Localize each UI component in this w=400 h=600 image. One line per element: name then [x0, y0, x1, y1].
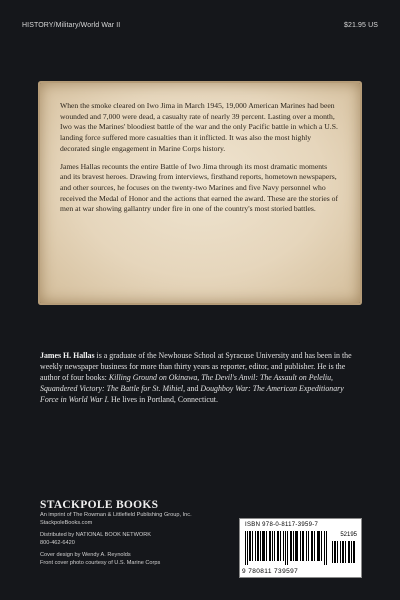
- bio-text-1: is a graduate of the Newhouse School at Syracuse University and has been in the weekly newspaper business for more than thirty years as reporter, editor, and publisher. He is the author of four books:: [40, 351, 352, 382]
- publisher-name: STACKPOLE BOOKS: [40, 499, 159, 511]
- isbn-text: ISBN 978-0-8117-3959-7: [245, 522, 319, 528]
- bio-text-2: and: [185, 384, 201, 393]
- distributor: Distributed by NATIONAL BOOK NETWORK: [40, 532, 151, 539]
- blurb-paragraph-1: When the smoke cleared on Iwo Jima in March 1945, 19,000 American Marines had been wounded and 7,000 were dead, a casualty rate of nearly 39 percent. Lasting over a month, Iwo was the Marines' bloodiest battle of the war and the only Pacific battle in which a U.S. landing force suffered more casualties than it inflicted. It was also the most highly decorated single engagement in Marine Corps history.: [60, 101, 338, 153]
- bio-text-3: He lives in Portland, Connecticut.: [109, 395, 218, 404]
- author-bio: [40, 350, 362, 405]
- top-bar: [22, 22, 378, 29]
- publisher-imprint: An imprint of The Rowman & Littlefield Publishing Group, Inc.: [40, 512, 192, 518]
- bio-book-last: Doughboy War: The American Expeditionary Force in World War I.: [40, 384, 344, 404]
- cover-photo-credit: Front cover photo courtesy of U.S. Marine Corps: [40, 559, 161, 566]
- bio-book-titles: Killing Ground on Okinawa, The Devil's Anvil: The Assault on Peleliu, Squandered Victory: The Battle for St. Mihiel,: [40, 373, 334, 393]
- price-code: 52195: [340, 532, 357, 538]
- publisher-block: [40, 498, 240, 568]
- publisher-website: StackpoleBooks.com: [40, 519, 93, 526]
- addon-barcode-icon: [332, 541, 356, 563]
- ean-number: 9 780811 739597: [242, 568, 299, 575]
- barcode-panel: [239, 518, 362, 578]
- barcode-icon: [245, 531, 329, 565]
- blurb-paragraph-2: James Hallas recounts the entire Battle of Iwo Jima through its most dramatic moments and its bravest heroes. Drawing from interviews, firsthand reports, hometown newspapers, and other sources, he focuses on the twenty-two Marines and five Navy personnel who received the Medal of Honor and the actions that earned the award. These are the stories of men at war showing gallantry under fire in one of the country's most storied battles.: [60, 161, 338, 214]
- category-label: HISTORY/Military/World War II: [22, 22, 121, 29]
- price-label: $21.95 US: [344, 22, 378, 29]
- cover-design-credit: Cover design by Wendy A. Reynolds: [40, 552, 131, 559]
- blurb-panel: [40, 83, 360, 303]
- author-name: James H. Hallas: [40, 351, 95, 360]
- distributor-phone: 800-462-6420: [40, 539, 75, 546]
- blurb-text: [50, 93, 350, 293]
